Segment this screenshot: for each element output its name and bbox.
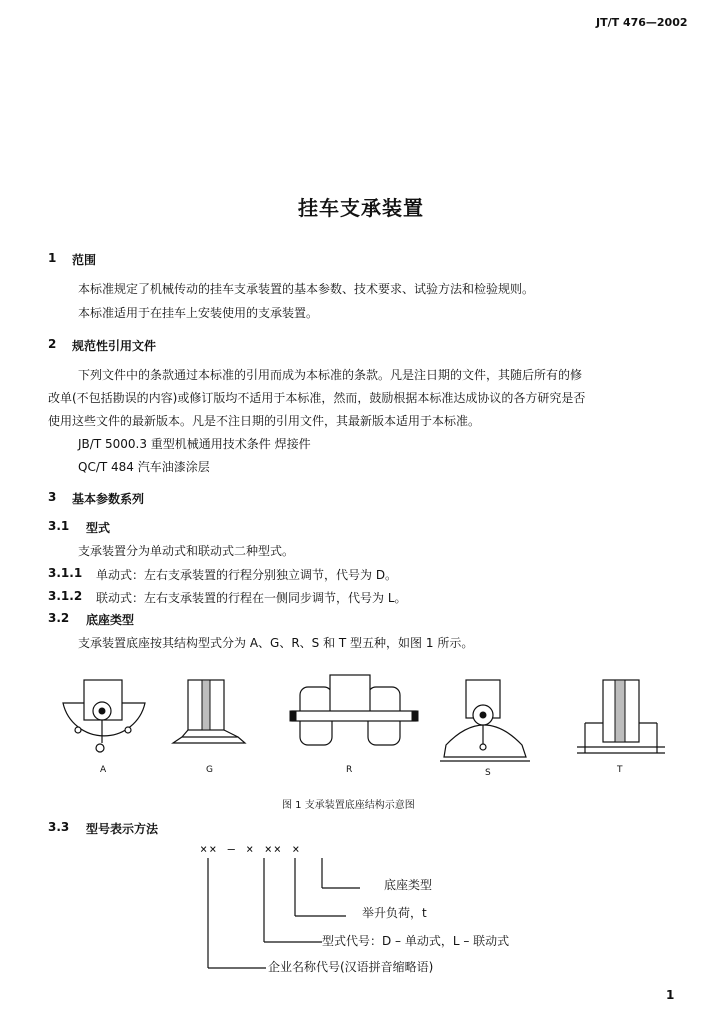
section-3-1-1-number: 3.1.1 [48, 566, 83, 580]
section-3-number: 3 [48, 490, 57, 504]
figure-1-caption: 图 1 支承装置底座结构示意图 [282, 800, 415, 811]
model-code-pattern: ×× – × ×× × [200, 842, 302, 856]
figure-label-g: G [206, 765, 213, 775]
section-3-heading: 基本参数系列 [72, 492, 145, 506]
section-3-1-para: 支承装置分为单动式和联动式二种型式。 [78, 544, 295, 558]
section-3-1-2-number: 3.1.2 [48, 589, 83, 603]
figure-base-type-s [438, 675, 538, 780]
model-code-type-label: 型式代号：D – 单动式，L – 联动式 [322, 934, 510, 948]
section-3-1-2-text: 联动式：左右支承装置的行程在一侧同步调节，代号为 L。 [96, 591, 407, 605]
page-number: 1 [666, 988, 675, 1002]
section-3-2-number: 3.2 [48, 611, 70, 625]
standard-code-header: JT/T 476—2002 [596, 16, 688, 29]
figure-base-type-r [290, 675, 420, 775]
section-3-3-number: 3.3 [48, 820, 70, 834]
section-1-para-1: 本标准规定了机械传动的挂车支承装置的基本参数、技术要求、试验方法和检验规则。 [78, 282, 535, 296]
figure-base-type-a [58, 675, 154, 775]
section-2-para-line-2: 改单(不包括勘误的内容)或修订版均不适用于本标准，然而，鼓励根据本标准达成协议的各方研究是否 [48, 391, 586, 405]
base-s-shoe [444, 725, 526, 757]
section-2-heading: 规范性引用文件 [72, 339, 157, 353]
section-3-1-number: 3.1 [48, 519, 70, 533]
section-1-number: 1 [48, 251, 57, 265]
section-3-2-heading: 底座类型 [86, 613, 135, 627]
section-1-para-2: 本标准适用于在挂车上安装使用的支承装置。 [78, 306, 319, 320]
section-1-heading: 范围 [72, 253, 97, 267]
base-r-leg [330, 675, 370, 713]
figure-label-s: S [485, 768, 491, 778]
section-3-3-heading: 型号表示方法 [86, 822, 159, 836]
reference-1: JB/T 5000.3 重型机械通用技术条件 焊接件 [78, 437, 311, 451]
base-r-axle [292, 711, 416, 721]
section-2-para-line-3: 使用这些文件的最新版本。凡是不注日期的引用文件，其最新版本适用于本标准。 [48, 414, 481, 428]
section-3-1-1-text: 单动式：左右支承装置的行程分别独立调节，代号为 D。 [96, 568, 398, 582]
section-3-1-heading: 型式 [86, 521, 111, 535]
figure-label-a: A [100, 765, 107, 775]
figure-base-type-t [575, 675, 675, 775]
section-2-number: 2 [48, 337, 57, 351]
base-g-plate [173, 737, 245, 743]
page-title: 挂车支承装置 [298, 196, 424, 220]
figure-label-t: T [617, 765, 623, 775]
reference-2: QC/T 484 汽车油漆涂层 [78, 460, 210, 474]
model-code-company-label: 企业名称代号(汉语拼音缩略语) [268, 960, 434, 974]
model-code-base-type-label: 底座类型 [384, 878, 433, 892]
figure-label-r: R [346, 765, 353, 775]
section-2-para-line-1: 下列文件中的条款通过本标准的引用而成为本标准的条款。凡是注日期的文件，其随后所有的修 [78, 368, 583, 382]
figure-base-type-g [168, 675, 258, 775]
section-3-2-para: 支承装置底座按其结构型式分为 A、G、R、S 和 T 型五种，如图 1 所示。 [78, 636, 474, 650]
model-code-load-label: 举升负荷，t [362, 906, 427, 920]
